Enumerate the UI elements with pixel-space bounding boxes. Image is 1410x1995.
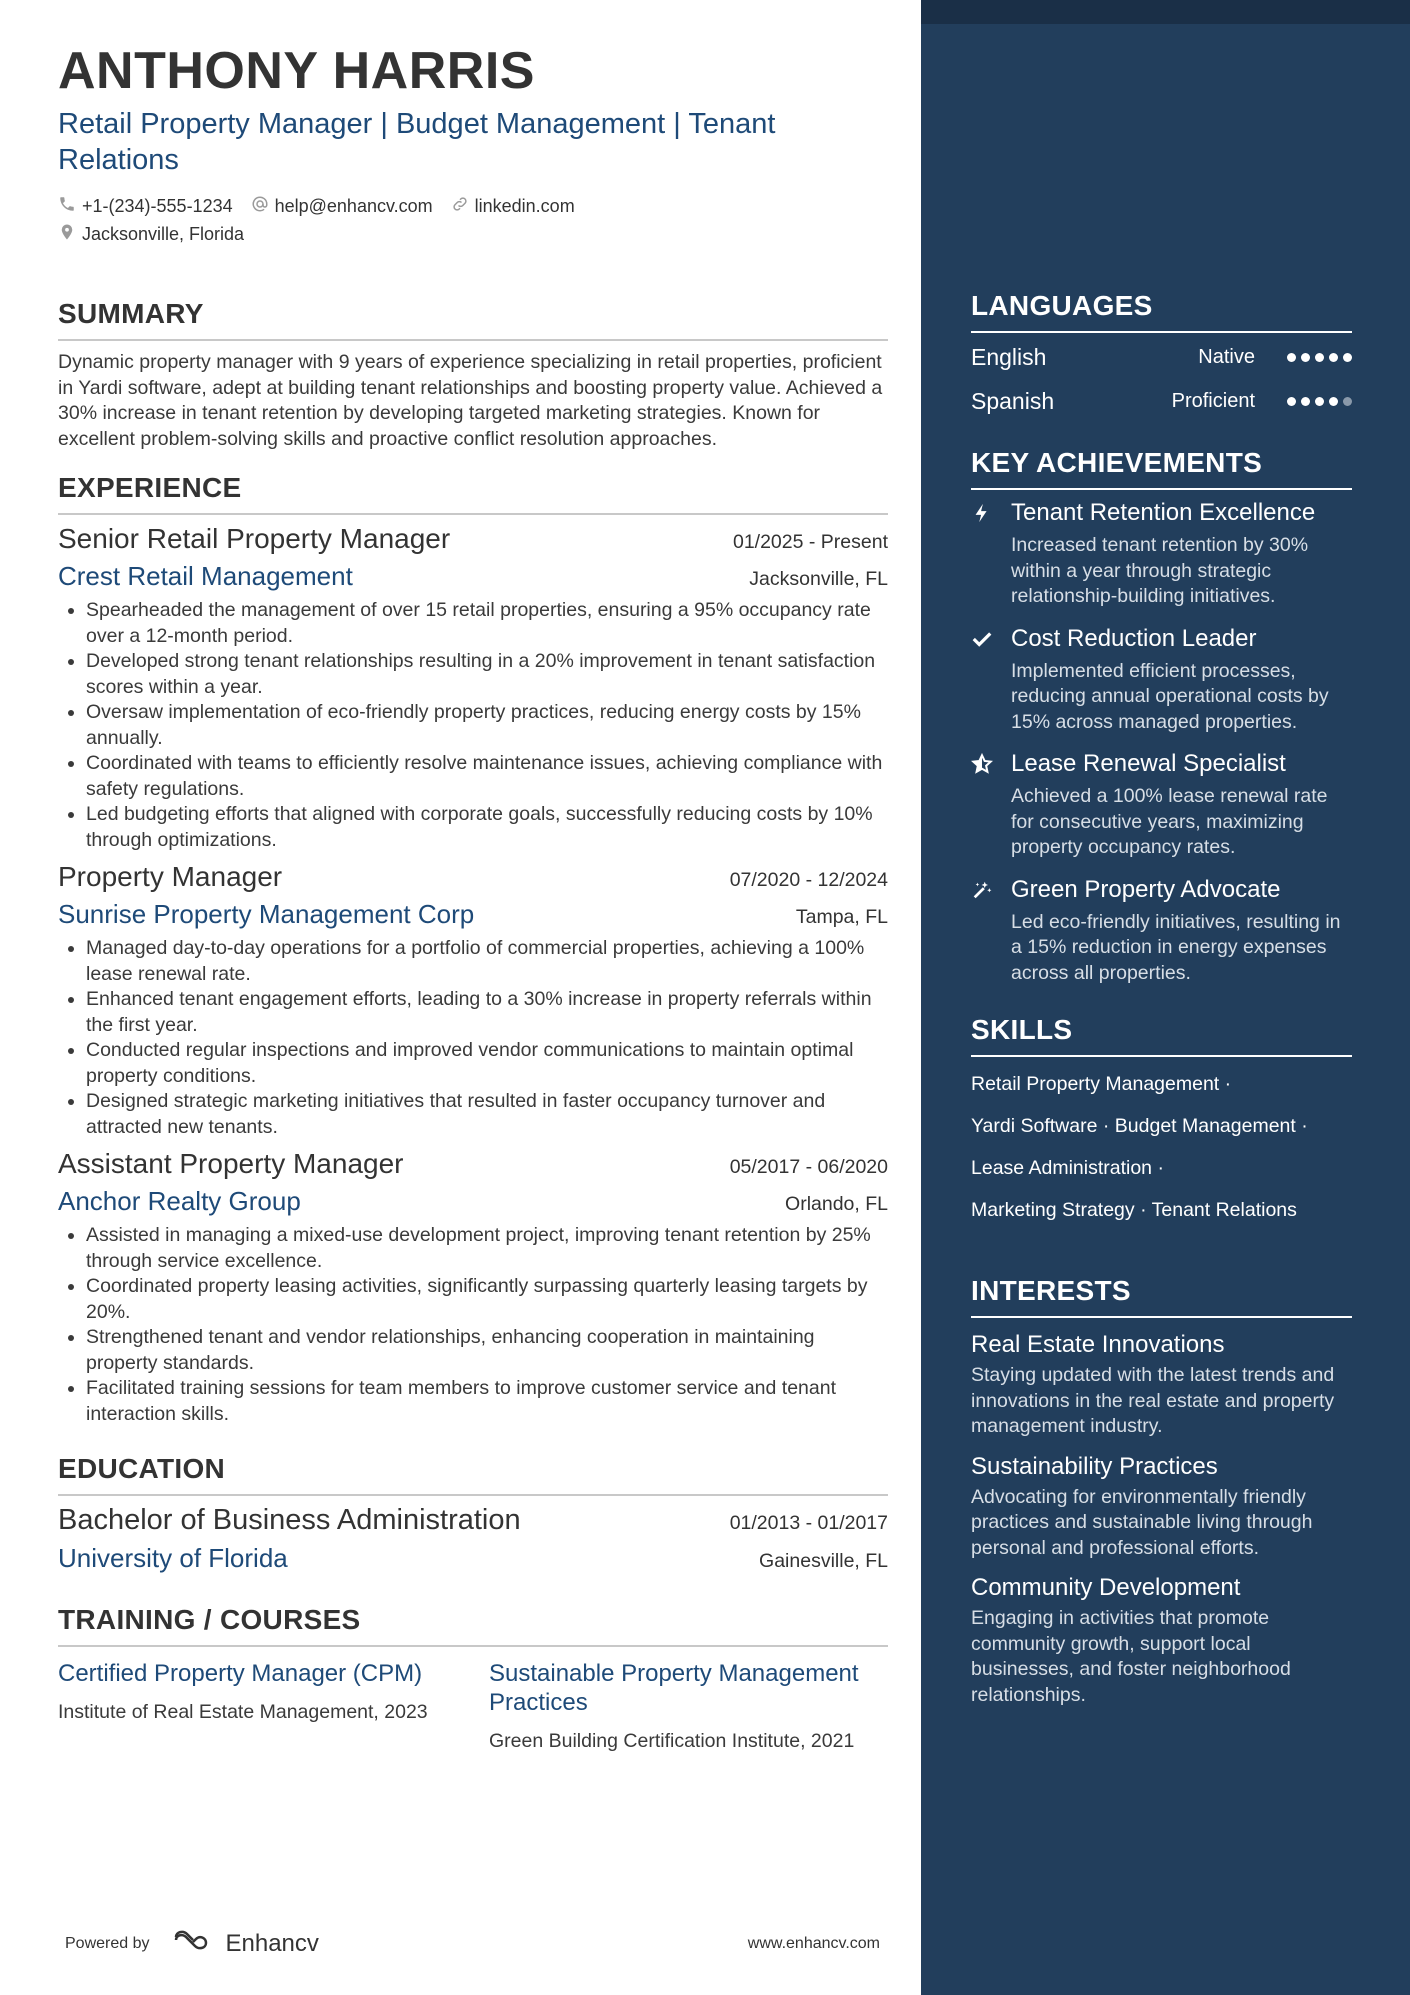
contact-info — [58, 192, 888, 248]
bullet-item: • Designed strategic marketing initiatives that resulted in faster occupancy turnover and attracted new tenants. — [86, 1089, 888, 1140]
achievement-title: Cost Reduction Leader — [1011, 624, 1257, 652]
rating-dot — [1301, 397, 1310, 406]
company-name: Anchor Realty Group — [58, 1186, 301, 1216]
achievement-item — [971, 624, 1352, 736]
footer — [65, 1928, 880, 1959]
course-name: Sustainable Property Management Practices — [489, 1660, 859, 1716]
rating-dot — [1287, 353, 1296, 362]
interest-title: Sustainability Practices — [971, 1452, 1218, 1480]
rating-dot — [1287, 397, 1296, 406]
job-title: Senior Retail Property Manager — [58, 523, 451, 554]
degree: Bachelor of Business Administration — [58, 1504, 521, 1536]
training-title: TRAINING / COURSES — [58, 1604, 888, 1647]
company-name: Crest Retail Management — [58, 561, 353, 591]
rating-dot — [1329, 353, 1338, 362]
bullet-item: • Coordinated with teams to efficiently resolve maintenance issues, achieving compliance with safety regulations. — [86, 751, 888, 802]
email-link[interactable]: help@enhancv.com — [274, 195, 433, 216]
course-item — [58, 1659, 453, 1755]
bullet-item: • Spearheaded the management of over 15 retail properties, ensuring a 95% occupancy rate over a 12-month period. — [86, 598, 888, 649]
company-name: Sunrise Property Management Corp — [58, 899, 475, 929]
rating-dot — [1343, 353, 1352, 362]
location-item — [58, 223, 244, 246]
summary-text: Dynamic property manager with 9 years of experience specializing in retail properties, proficient in Yardi software, adept at building tenant relationships and boosting property value. Achieved a 30% increase in tenant retention by developing targeted marketing strategies. Known for excellent problem-solving skills and proactive conflict resolution approaches. — [58, 351, 883, 450]
languages-section — [971, 290, 1352, 423]
course-item — [489, 1659, 884, 1755]
job-title: Property Manager — [58, 861, 283, 892]
bullet-item: • Conducted regular inspections and improved vendor communications to maintain optimal property conditions. — [86, 1038, 888, 1089]
enhancv-brand-text: Enhancv — [225, 1929, 319, 1957]
interest-title: Real Estate Innovations — [971, 1331, 1225, 1358]
job-dates: 01/2025 - Present — [732, 531, 888, 553]
phone-text: +1-(234)-555-1234 — [82, 195, 233, 216]
job-dates: 07/2020 - 12/2024 — [729, 869, 888, 891]
bullet-item: • Enhanced tenant engagement efforts, leading to a 30% increase in property referrals within the first year. — [86, 987, 888, 1038]
job-location: Tampa, FL — [795, 906, 888, 928]
rating-dot — [1343, 397, 1352, 406]
language-level: Native — [1198, 345, 1255, 368]
achievement-desc: Achieved a 100% lease renewal rate for consecutive years, maximizing property occupancy rates. — [1011, 785, 1328, 858]
phone-item — [58, 195, 233, 218]
headline: Retail Property Manager | Budget Management | Tenant Relations — [58, 108, 776, 176]
sidebar-top-band — [921, 0, 1410, 24]
star-icon — [971, 749, 1011, 861]
achievement-item — [971, 749, 1352, 861]
language-name: English — [971, 343, 1047, 370]
skill-line: Marketing Strategy · Tenant Relations — [971, 1198, 1297, 1221]
education-title: EDUCATION — [58, 1453, 888, 1496]
sidebar — [921, 0, 1410, 1995]
lightning-icon — [971, 498, 1011, 610]
skills-title: SKILLS — [971, 1014, 1352, 1057]
achievements-section — [971, 447, 1352, 986]
education-dates: 01/2013 - 01/2017 — [729, 1512, 888, 1534]
check-icon — [971, 624, 1011, 736]
interest-item — [971, 1452, 1352, 1562]
interest-desc: Staying updated with the latest trends and innovations in the real estate and property management industry. — [971, 1364, 1335, 1437]
rating-dot — [1315, 397, 1324, 406]
job-entry — [58, 861, 888, 1140]
interest-item — [971, 1573, 1352, 1708]
experience-section — [58, 472, 888, 1427]
course-name: Certified Property Manager (CPM) — [58, 1660, 423, 1687]
language-name: Spanish — [971, 387, 1055, 414]
enhancv-logo-icon — [172, 1928, 218, 1959]
skills-section — [971, 1014, 1352, 1231]
training-section — [58, 1604, 888, 1755]
school-location: Gainesville, FL — [759, 1550, 888, 1572]
rating-dot — [1329, 397, 1338, 406]
bullet-item: • Managed day-to-day operations for a portfolio of commercial properties, achieving a 100% lease renewal rate. — [86, 936, 888, 987]
phone-icon — [58, 195, 76, 218]
achievement-title: Green Property Advocate — [1011, 875, 1281, 903]
bullet-item: • Oversaw implementation of eco-friendly property practices, reducing energy costs by 15% annually. — [86, 700, 888, 751]
school-name: University of Florida — [58, 1543, 288, 1573]
link-icon — [451, 195, 469, 218]
language-rating — [1287, 353, 1352, 362]
job-entry — [58, 523, 888, 853]
education-entry — [58, 1504, 888, 1574]
powered-by-label: Powered by — [65, 1934, 150, 1952]
bullet-item: • Led budgeting efforts that aligned with corporate goals, successfully reducing costs by 10% through optimizations. — [86, 802, 888, 853]
job-title: Assistant Property Manager — [58, 1148, 404, 1179]
interest-item — [971, 1330, 1352, 1440]
job-bullets — [58, 1223, 888, 1427]
course-provider: Institute of Real Estate Management, 2023 — [58, 1701, 428, 1723]
language-level: Proficient — [1171, 389, 1255, 412]
achievement-title: Lease Renewal Specialist — [1011, 750, 1286, 777]
interests-title: INTERESTS — [971, 1275, 1352, 1318]
language-rating — [1287, 397, 1352, 406]
footer-url[interactable]: www.enhancv.com — [747, 1934, 880, 1952]
skill-line: Lease Administration · — [971, 1156, 1164, 1179]
bullet-item: • Strengthened tenant and vendor relationships, enhancing cooperation in maintaining property standards. — [86, 1325, 888, 1376]
rating-dot — [1315, 353, 1324, 362]
at-icon — [251, 195, 269, 218]
achievement-desc: Implemented efficient processes, reducing annual operational costs by 15% across managed properties. — [1011, 659, 1329, 733]
location-text: Jacksonville, Florida — [82, 223, 245, 244]
job-bullets — [58, 598, 888, 853]
magic-wand-icon — [971, 875, 1011, 987]
language-item — [971, 379, 1352, 423]
skill-line: Retail Property Management · — [971, 1072, 1232, 1095]
achievement-desc: Increased tenant retention by 30% within a year through strategic relationship-building initiatives. — [1011, 534, 1309, 607]
languages-title: LANGUAGES — [971, 290, 1352, 333]
interest-desc: Engaging in activities that promote community growth, support local businesses, and foster neighborhood relationships. — [971, 1607, 1291, 1706]
job-location: Jacksonville, FL — [749, 568, 888, 590]
interest-desc: Advocating for environmentally friendly practices and sustainable living through personal and professional efforts. — [971, 1485, 1313, 1559]
bullet-item: • Facilitated training sessions for team members to improve customer service and tenant interaction skills. — [86, 1376, 888, 1427]
interests-section — [971, 1275, 1352, 1708]
job-entry — [58, 1148, 888, 1427]
summary-section — [58, 298, 888, 452]
bullet-item: • Assisted in managing a mixed-use development project, improving tenant retention by 25% through service excellence. — [86, 1223, 888, 1274]
skill-line: Yardi Software · Budget Management · — [971, 1114, 1308, 1137]
linkedin-item[interactable] — [451, 195, 575, 218]
achievement-title: Tenant Retention Excellence — [1011, 499, 1316, 526]
achievements-title: KEY ACHIEVEMENTS — [971, 447, 1352, 490]
education-section — [58, 1453, 888, 1574]
enhancv-logo[interactable] — [172, 1928, 319, 1959]
course-provider: Green Building Certification Institute, 2021 — [489, 1730, 855, 1752]
location-pin-icon — [58, 223, 76, 246]
achievement-item — [971, 498, 1352, 610]
bullet-item: • Developed strong tenant relationships resulting in a 20% improvement in tenant satisfaction scores within a year. — [86, 649, 888, 700]
interest-title: Community Development — [971, 1574, 1241, 1601]
summary-title: SUMMARY — [58, 298, 888, 341]
candidate-name: ANTHONY HARRIS — [58, 42, 535, 100]
language-item — [971, 335, 1352, 379]
job-location: Orlando, FL — [785, 1193, 888, 1215]
rating-dot — [1301, 353, 1310, 362]
job-bullets — [58, 936, 888, 1140]
job-dates: 05/2017 - 06/2020 — [729, 1156, 888, 1178]
main-column — [58, 40, 888, 1755]
experience-title: EXPERIENCE — [58, 472, 888, 515]
linkedin-link[interactable]: linkedin.com — [474, 195, 575, 216]
achievement-desc: Led eco-friendly initiatives, resulting in a 15% reduction in energy expenses across all properties. — [1011, 910, 1341, 984]
email-item[interactable] — [251, 195, 433, 218]
achievement-item — [971, 875, 1352, 987]
bullet-item: • Coordinated property leasing activities, significantly surpassing quarterly leasing targets by 20%. — [86, 1274, 888, 1325]
